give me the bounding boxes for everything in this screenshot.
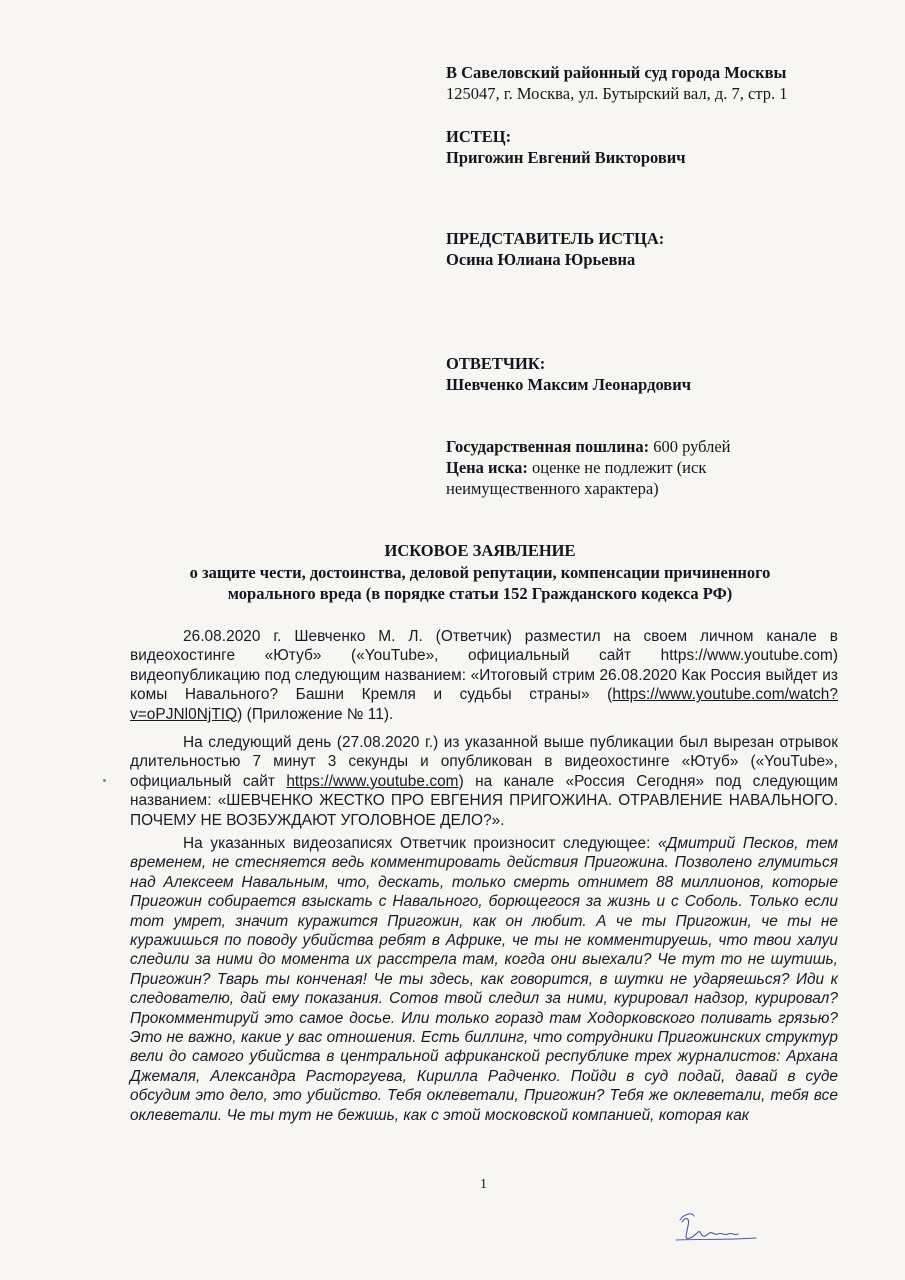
paragraph-1-tail: ) (Приложение № 11). (237, 705, 394, 723)
representative-name: Осина Юлиана Юрьевна (446, 250, 636, 269)
defendant-block (446, 353, 876, 395)
court-name: В Савеловский районный суд города Москвы (446, 63, 787, 82)
fee-line (446, 436, 791, 457)
youtube-site-link[interactable]: https://www.youtube.com (286, 772, 459, 790)
paragraph-2-tail: ) на канале «Россия Сегодня» под следующим названием: «ШЕВЧЕНКО ЖЕСТКО ПРО ЕВГЕНИЯ ПРИГОЖИНА. ОТРАВЛЕНИЕ НАВАЛЬНОГО. ПОЧЕМУ НЕ ВОЗБУЖДАЮТ УГОЛОВНОЕ ДЕЛО?». (130, 772, 838, 829)
fee-value: 600 рублей (649, 437, 731, 456)
page-number: 1 (480, 1177, 487, 1192)
youtube-stream-link[interactable]: https://www.youtube.com/watch?v=oPJNl0NjTIQ (130, 686, 838, 723)
scan-speck (103, 779, 106, 782)
defendant-name: Шевченко Максим Леонардович (446, 375, 692, 394)
paragraph-1 (130, 627, 838, 724)
court-block (446, 62, 876, 104)
claim-price-line (446, 457, 791, 499)
paragraph-2-text: На следующий день (27.08.2020 г.) из указанной выше публикации был вырезан отрывок длительностью 7 минут 3 секунды и опубликован в видеохостинге «Ютуб» («YouTube», официальный сайт (130, 734, 838, 790)
claim-price-label: Цена иска: (446, 458, 528, 477)
claim-price-value: оценке не подлежит (иск неимущественного характера) (446, 458, 707, 498)
signature-icon (668, 1206, 778, 1250)
fee-block (446, 436, 791, 499)
defendant-quote: «Дмитрий Песков, тем временем, не стесняется ведь комментировать действия Пригожина. Позволено глумиться над Алексеем Навальным, что, дескать, только смерть отнимет 88 миллионов, которые Пригожин собирается взыскать с Навального, борющегося за жизнь и с Соболь. Только если тот умрет, значит куражится Пригожин, как он любит. А че ты Пригожин, че ты не куражишься по поводу убийства ребят в Африке, че ты не комментируешь, что твои халуи следили за ними до момента их расстрела там, когда они выехали? Че тут то не шутишь, Пригожин? Тварь ты конченая! Че ты здесь, как говорится, в шутки не ударяешься? Иди к следователю, дай ему показания. Сотов твой следил за ними, курировал надзор, курировал? Прокомментируй это самое досье. Или только горазд там Ходорковского поливать грязью? Это не важно, какие у вас отношения. Есть биллинг, что сотрудники Пригожинских структур вели до самого убийства в центральной африканской республике трех журналистов: Архана Джемаля, Александра Расторгуева, Кирилла Радченко. Пойди в суд подай, давай в суде обсудим это дело, это убийство. Тебя оклеветали, Пригожин? Тебя же оклеветали, тебя все оклеветали. Че ты тут не бежишь, как с этой московской компанией, которая как (130, 835, 839, 1124)
representative-block (446, 228, 876, 270)
fee-label: Государственная пошлина: (446, 437, 650, 456)
plaintiff-label: ИСТЕЦ: (446, 127, 512, 146)
representative-label: ПРЕДСТАВИТЕЛЬ ИСТЦА: (446, 229, 665, 248)
defendant-label: ОТВЕТЧИК: (446, 354, 546, 373)
paragraph-3-text: На указанных видеозаписях Ответчик произносит следующее: (183, 835, 659, 852)
paragraph-2 (130, 733, 838, 830)
plaintiff-name: Пригожин Евгений Викторович (446, 148, 686, 167)
document-subtitle: о защите чести, достоинства, деловой репутации, компенсации причиненного морального вреда (в порядке статьи 152 Гражданского кодекса РФ) (189, 563, 771, 603)
document-title: ИСКОВОЕ ЗАЯВЛЕНИЕ (384, 541, 576, 560)
paragraph-3 (130, 834, 838, 1125)
court-address: 125047, г. Москва, ул. Бутырский вал, д. 7, стр. 1 (446, 84, 788, 103)
paragraph-1-text: 26.08.2020 г. Шевченко М. Л. (Ответчик) разместил на своем личном канале в видеохостинге «Ютуб» («YouTube», официальный сайт https://www.youtube.com) видеопубликацию под следующим названием: «Итоговый стрим 26.08.2020 Как Россия выйдет из комы Навального? Башни Кремля и судьбы страны» ( (130, 628, 838, 704)
plaintiff-block (446, 126, 876, 168)
